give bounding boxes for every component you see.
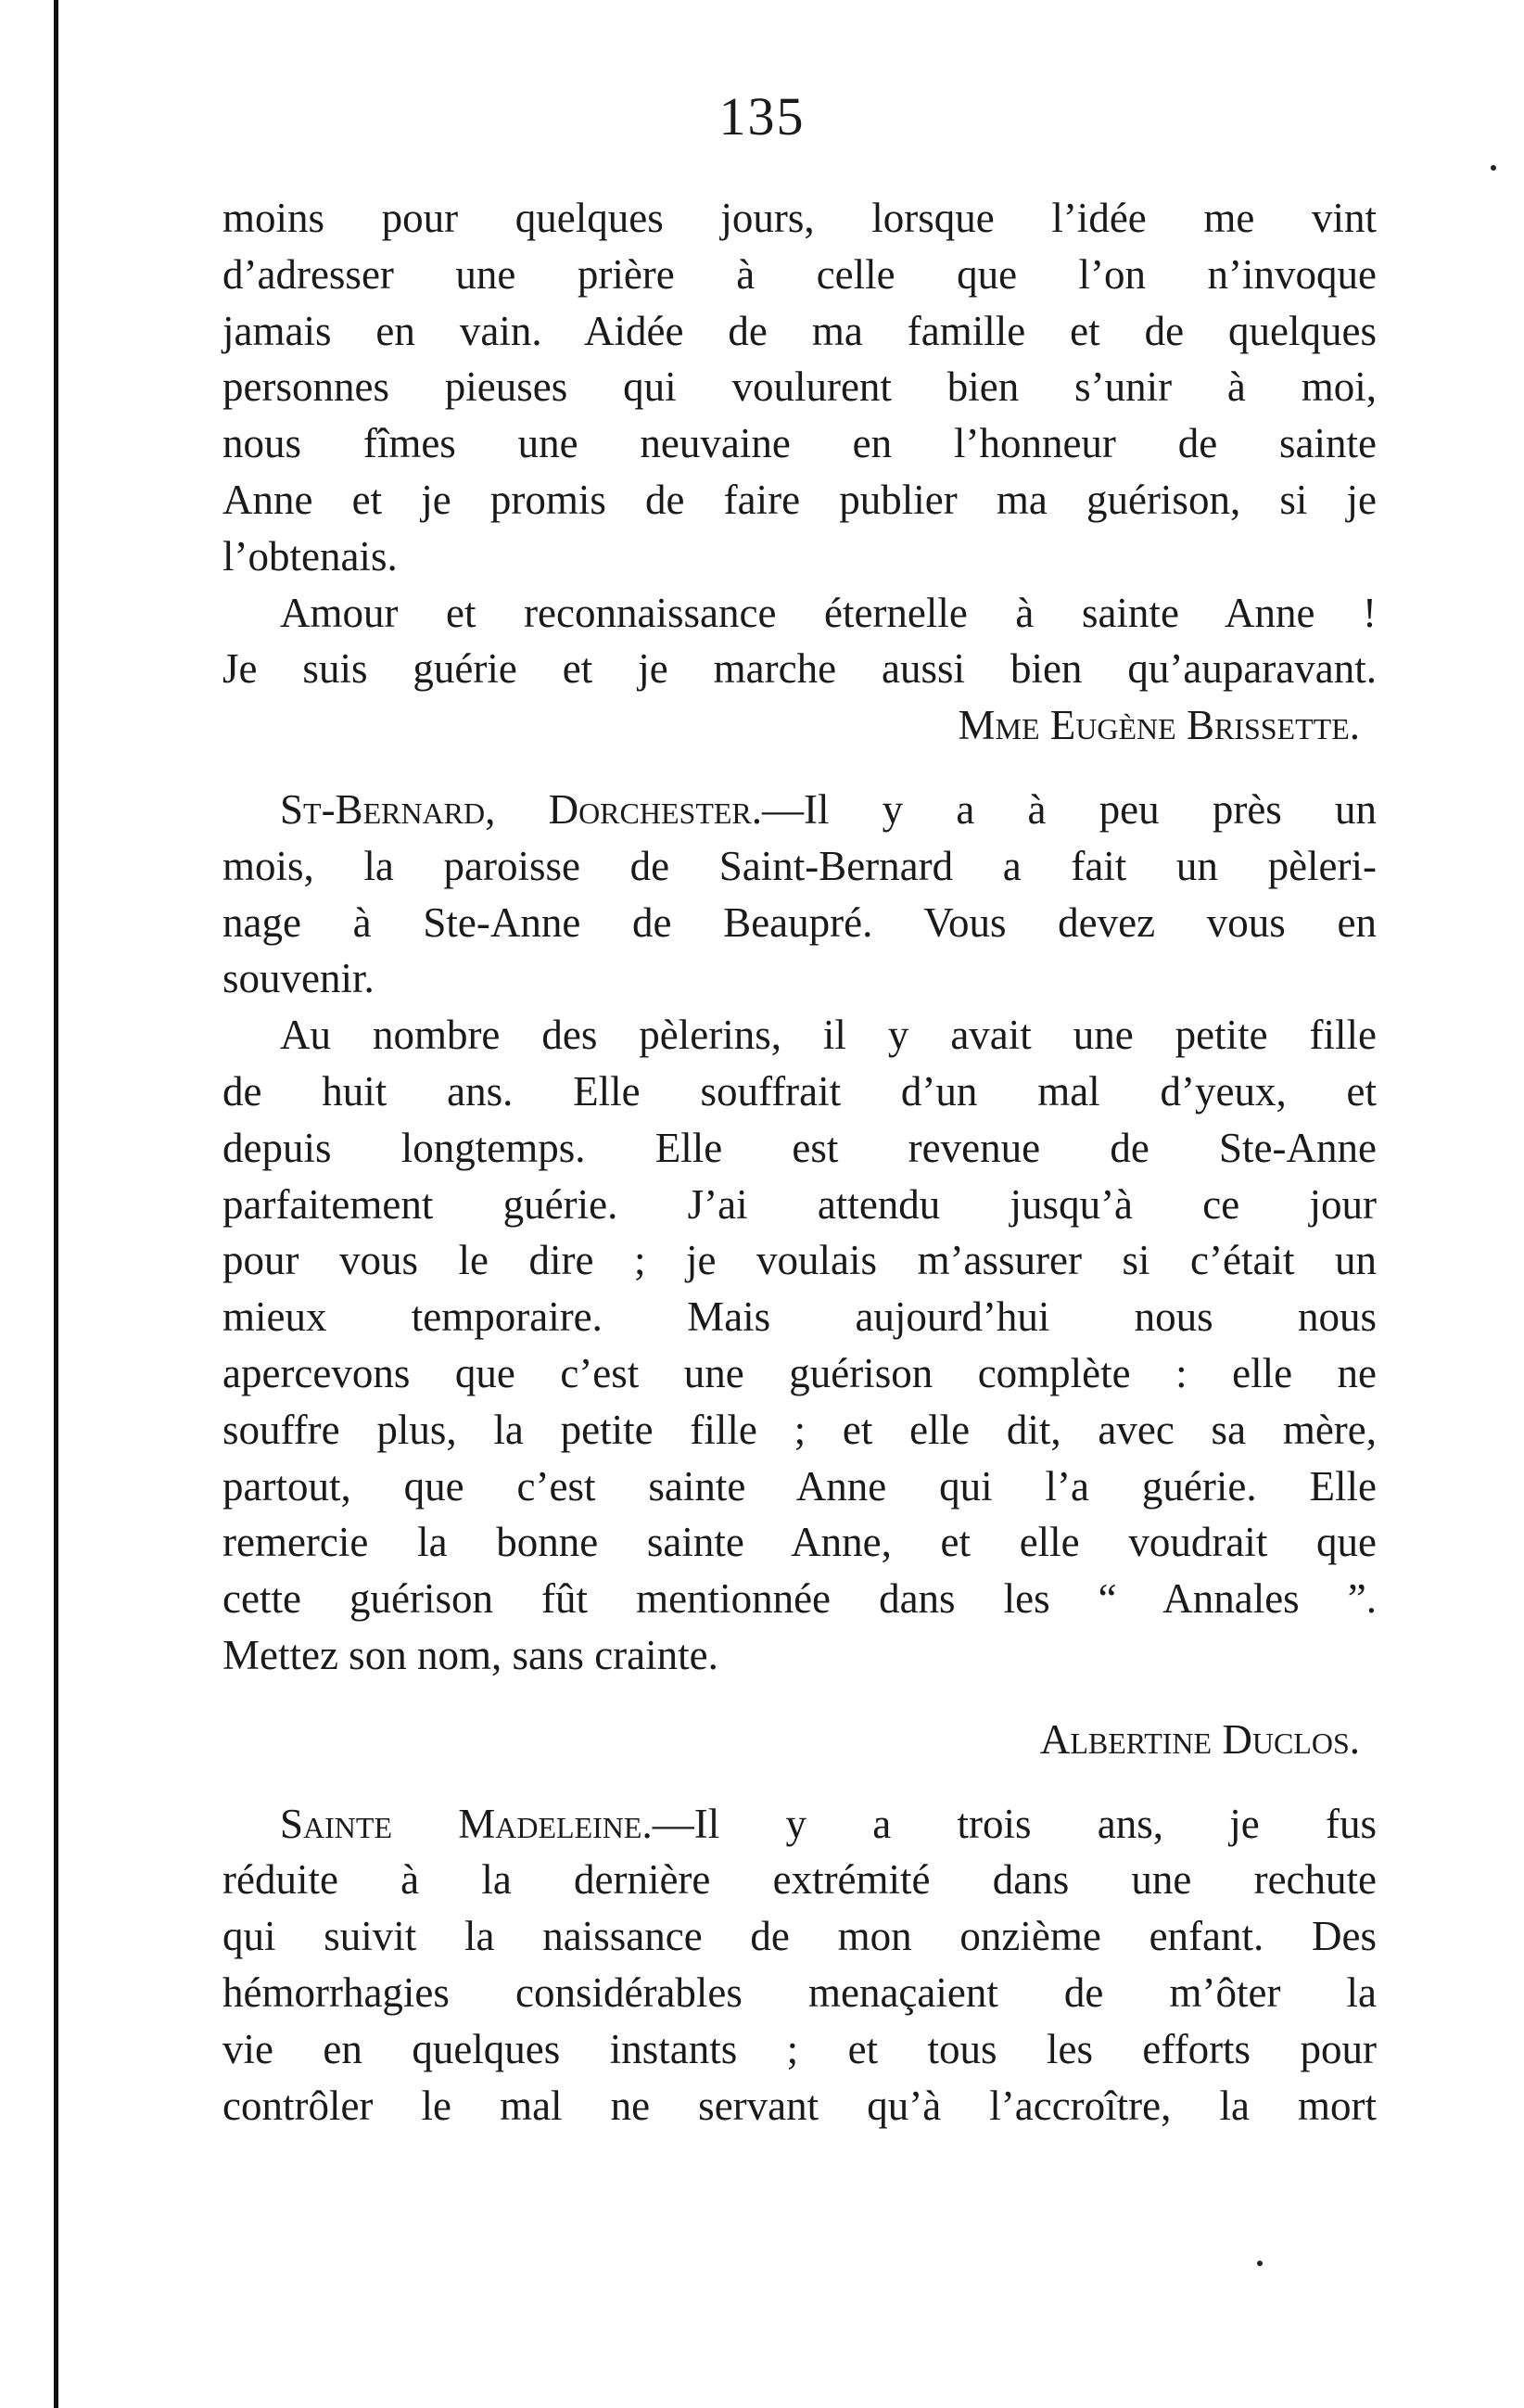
text-line: vie en quelques instants ; et tous les efforts pour (222, 2025, 1377, 2072)
signature: Mme Eugène Brissette. (958, 702, 1360, 749)
text-line: d’adresser une prière à celle que l’on n’invoque (222, 250, 1377, 298)
paragraph (222, 190, 1377, 585)
scan-speck (1491, 165, 1496, 171)
text-line: moins pour quelques jours, lorsque l’idée me vint (222, 195, 1377, 241)
text-line: Amour et reconnaissance éternelle à sainte Anne ! (280, 589, 1377, 636)
text-line: souffre plus, la petite fille ; et elle dit, avec sa mère, (222, 1406, 1377, 1453)
text-line: remercie la bonne sainte Anne, et elle voudrait que (222, 1519, 1377, 1566)
text-line: depuis longtemps. Elle est revenue de Ste-Anne (222, 1124, 1377, 1171)
text-line: hémorrhagies considérables menaçaient de m’ôter la (222, 1968, 1377, 2016)
text-line: Anne et je promis de faire publier ma guérison, si je (222, 476, 1377, 523)
text-line (222, 782, 1377, 838)
scan-speck (1257, 2261, 1263, 2266)
text-line: Au nombre des pèlerins, il y avait une petite fille (280, 1012, 1377, 1059)
text-line: pour vous le dire ; je voulais m’assurer si c’était un (222, 1237, 1377, 1284)
text-line: contrôler le mal ne servant qu’à l’accroître, la mort (222, 2082, 1377, 2129)
text-line: réduite à la dernière extrémité dans une rechute (222, 1856, 1377, 1904)
text-line (222, 1796, 1377, 1853)
scan-margin-line (54, 0, 58, 2408)
text-run: —Il y a à peu près un (762, 785, 1377, 833)
text-line: souvenir. (222, 955, 375, 1002)
text-line: parfaitement guérie. J’ai attendu jusqu’à ce jour (222, 1180, 1377, 1228)
text-line: de huit ans. Elle souffrait d’un mal d’yeux, et (222, 1067, 1377, 1115)
text-line: personnes pieuses qui voulurent bien s’unir à moi, (222, 363, 1377, 411)
text-line: Mettez son nom, sans crainte. (222, 1631, 718, 1678)
text-run: —Il y a trois ans, je fus (652, 1800, 1377, 1847)
text-line: cette guérison fût mentionnée dans les “ Annales ”. (222, 1575, 1377, 1623)
text-line: mois, la paroisse de Saint-Bernard a fait un pèleri- (222, 842, 1377, 889)
text-line: apercevons que c’est une guérison complète : elle ne (222, 1349, 1377, 1396)
text-line: qui suivit la naissance de mon onzième enfant. Des (222, 1913, 1377, 1960)
text-line: jamais en vain. Aidée de ma famille et de quelques (222, 307, 1377, 354)
paragraph-heading: Sainte Madeleine. (280, 1800, 653, 1847)
page-text (222, 190, 1377, 2134)
paragraph (222, 1007, 1377, 1684)
text-line: l’obtenais. (222, 532, 398, 580)
paragraph (222, 1796, 1377, 2134)
text-line: Je suis guérie et je marche aussi bien qu’auparavant. (222, 645, 1377, 693)
paragraph-heading: St-Bernard, Dorchester. (280, 785, 763, 833)
paragraph (222, 585, 1377, 698)
text-line: mieux temporaire. Mais aujourd’hui nous nous (222, 1293, 1377, 1341)
text-line: partout, que c’est sainte Anne qui l’a guérie. Elle (222, 1462, 1377, 1510)
paragraph (222, 782, 1377, 1007)
page-number: 135 (718, 86, 806, 147)
signature: Albertine Duclos. (1039, 1715, 1360, 1763)
text-line: nage à Ste-Anne de Beaupré. Vous devez vous en (222, 898, 1377, 946)
text-line: nous fîmes une neuvaine en l’honneur de sainte (222, 420, 1377, 467)
